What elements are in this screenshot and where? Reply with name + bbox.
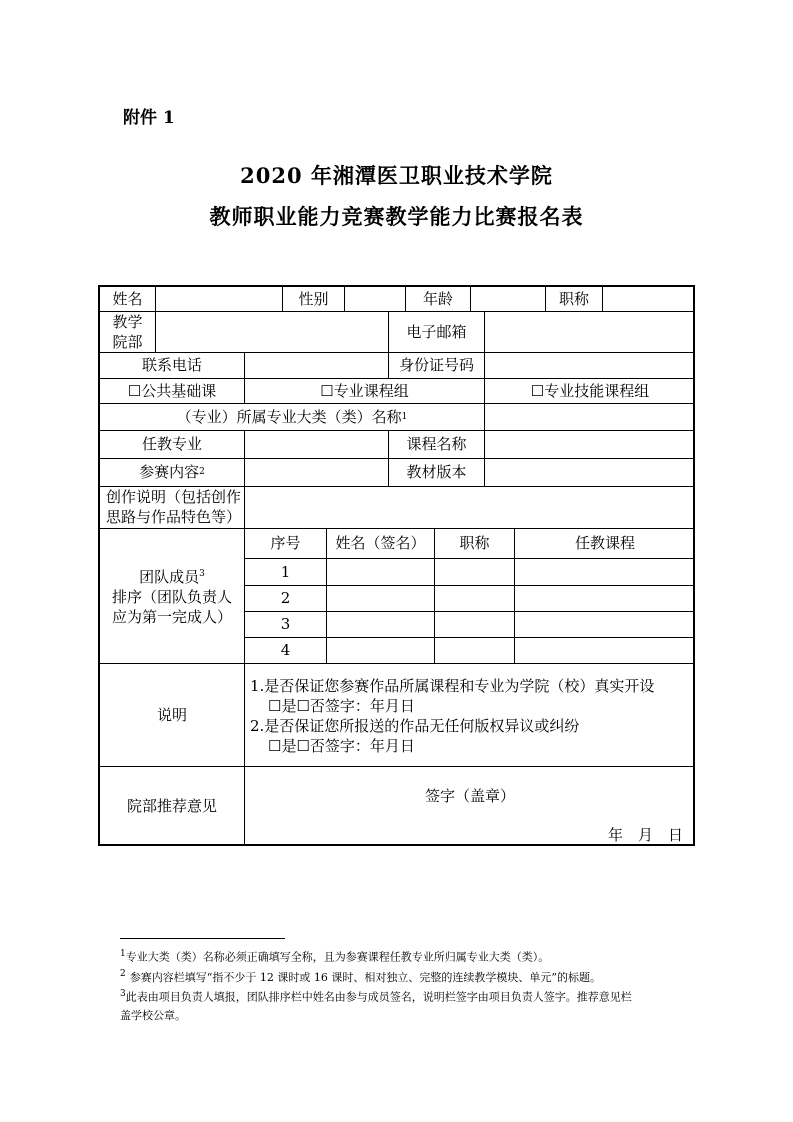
form-title-line1: 2020 年湘潭医卫职业技术学院	[240, 163, 553, 188]
age-field[interactable]	[471, 287, 545, 311]
creation-label: 创作说明（包括创作 思路与作品特色等）	[106, 488, 242, 526]
team-label-text: 团队成员	[139, 568, 200, 586]
gender-field[interactable]	[345, 287, 405, 311]
form-title-line2: 教师职业能力竞赛教学能力比赛报名表	[209, 204, 584, 229]
age-label: 年龄	[422, 290, 453, 308]
footnote-3-cont: 盖学校公章。	[120, 1009, 186, 1022]
title-label: 职称	[558, 290, 589, 308]
textbook-field[interactable]	[485, 458, 695, 486]
team-label-line2: 排序（团队负责人 应为第一完成人）	[111, 588, 232, 626]
major-course-checkbox[interactable]: ☐专业课程组	[320, 381, 409, 400]
teaching-major-field[interactable]	[245, 430, 388, 458]
footnote-ref-1: 1	[401, 411, 408, 422]
gender-label: 性别	[298, 290, 329, 308]
attachment-label: 附件 1	[123, 108, 175, 128]
email-field[interactable]	[485, 311, 695, 352]
name-label: 姓名	[112, 290, 143, 308]
footnote-divider	[120, 938, 285, 939]
email-label: 电子邮箱	[406, 322, 467, 341]
team-row-1-index: 1	[280, 562, 291, 581]
textbook-label: 教材版本	[406, 463, 467, 481]
public-course-checkbox[interactable]: ☐公共基础课	[127, 381, 217, 400]
id-number-label: 身份证号码	[398, 356, 474, 374]
footnote-3	[120, 986, 632, 1006]
recommendation-date[interactable]: 年 月 日	[607, 826, 683, 844]
content-label-text: 参赛内容	[139, 463, 200, 481]
team-row-3-index: 3	[280, 615, 291, 633]
registration-form	[98, 285, 695, 846]
phone-field[interactable]	[245, 352, 388, 378]
footnote-ref-2: 2	[199, 467, 205, 477]
title-field[interactable]	[603, 287, 695, 311]
creation-field[interactable]	[245, 486, 695, 528]
explanation-q2: 2.是否保证您所报送的作品无任何版权异议或纠纷	[250, 717, 580, 735]
footnote-2	[120, 966, 601, 986]
footnote-2-text: 参赛内容栏填写“指不少于 12 课时或 16 课时、相对独立、完整的连续教学模块、单元”的标题。	[129, 970, 601, 984]
team-row-2-index: 2	[280, 589, 291, 607]
footnote-1-mark: 1	[120, 949, 126, 959]
recommendation-sign[interactable]: 签字（盖章）	[424, 787, 515, 805]
team-label	[100, 528, 244, 663]
team-col-index: 序号	[270, 534, 301, 552]
course-name-field[interactable]	[485, 430, 695, 458]
team-col-name: 姓名（签名）	[335, 534, 426, 552]
department-field[interactable]	[156, 311, 388, 352]
explanation-a1[interactable]: ☐是☐否签字：年月日	[268, 697, 415, 715]
phone-label: 联系电话	[141, 356, 202, 374]
category-label-text: （专业）所属专业大类（类）名称	[176, 407, 402, 426]
content-label	[100, 458, 244, 486]
explanation-a2[interactable]: ☐是☐否签字：年月日	[268, 737, 415, 755]
explanation-label: 说明	[156, 705, 187, 724]
footnote-ref-3: 3	[199, 569, 205, 579]
footnote-1	[120, 946, 549, 966]
footnote-2-mark: 2	[120, 969, 126, 979]
content-field[interactable]	[245, 458, 388, 486]
name-field[interactable]	[156, 287, 282, 311]
team-col-course: 任教课程	[574, 534, 635, 552]
footnote-3-mark: 3	[120, 989, 126, 999]
recommendation-label: 院部推荐意见	[126, 797, 217, 815]
teaching-major-label: 任教专业	[141, 435, 202, 453]
category-label	[100, 403, 484, 430]
explanation-q1: 1.是否保证您参赛作品所属课程和专业为学院（校）真实开设	[250, 677, 655, 695]
footnote-1-text: 专业大类（类）名称必须正确填写全称，且为参赛课程任教专业所归属专业大类（类）。	[125, 950, 550, 964]
team-label-line1	[139, 564, 205, 587]
footnote-3-text: 此表由项目负责人填报，团队排序栏中姓名由参与成员签名，说明栏签字由项目负责人签字。推荐意见栏	[125, 990, 632, 1004]
team-col-title: 职称	[459, 534, 490, 552]
skill-course-checkbox[interactable]: ☐专业技能课程组	[530, 381, 650, 400]
team-row-4-index: 4	[280, 641, 291, 659]
department-label: 教学 院部	[112, 312, 143, 351]
id-number-field[interactable]	[485, 352, 695, 378]
category-field[interactable]	[485, 403, 695, 430]
explanation-block	[250, 676, 654, 756]
course-name-label: 课程名称	[406, 435, 467, 453]
